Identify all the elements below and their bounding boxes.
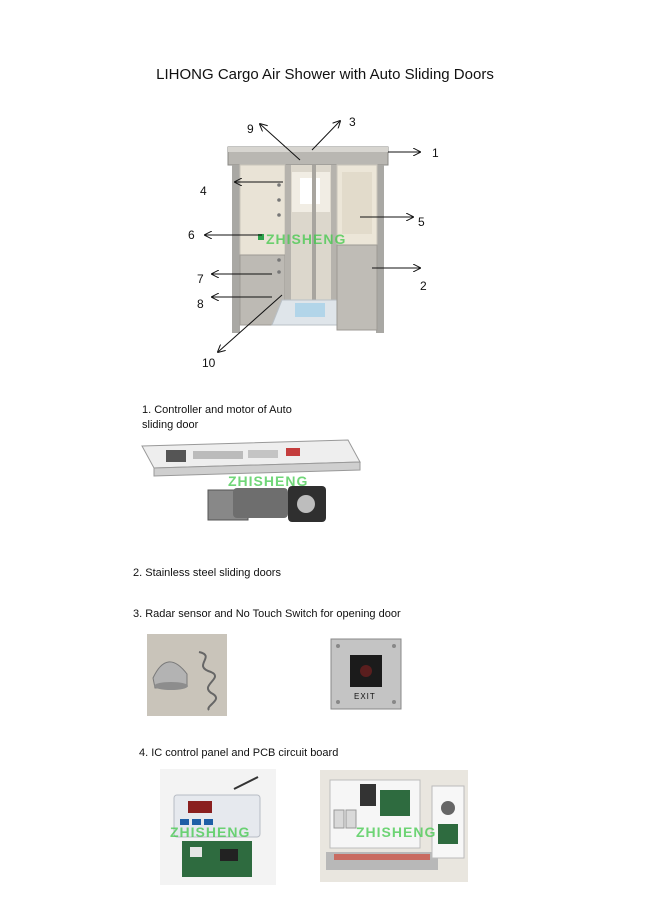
callout-number-3: 3 <box>349 115 356 129</box>
page-title: LIHONG Cargo Air Shower with Auto Sliding Doors <box>156 66 494 83</box>
exit-label: EXIT <box>354 692 376 701</box>
callout-number-9: 9 <box>247 122 254 136</box>
section-3-caption: 3. Radar sensor and No Touch Switch for opening door <box>133 608 401 620</box>
callout-number-10: 10 <box>202 356 216 370</box>
callout-number-6: 6 <box>188 228 195 242</box>
section-4-caption: 4. IC control panel and PCB circuit board <box>139 747 339 759</box>
callout-number-4: 4 <box>200 184 207 198</box>
watermark: ZHISHENG <box>266 231 347 247</box>
section-1-caption-line1: 1. Controller and motor of Auto <box>142 404 292 416</box>
callout-number-1: 1 <box>432 146 439 160</box>
watermark-4a: ZHISHENG <box>170 824 251 840</box>
watermark-1: ZHISHENG <box>228 473 309 489</box>
callout-number-5: 5 <box>418 215 425 229</box>
callout-arrow-3 <box>312 121 340 150</box>
callout-number-2: 2 <box>420 279 427 293</box>
watermark-4b: ZHISHENG <box>356 824 437 840</box>
radar-sensor-photo <box>147 634 227 716</box>
callout-number-8: 8 <box>197 297 204 311</box>
section-2-caption: 2. Stainless steel sliding doors <box>133 567 281 579</box>
callout-number-7: 7 <box>197 272 204 286</box>
section-1-caption-line2: sliding door <box>142 419 199 431</box>
